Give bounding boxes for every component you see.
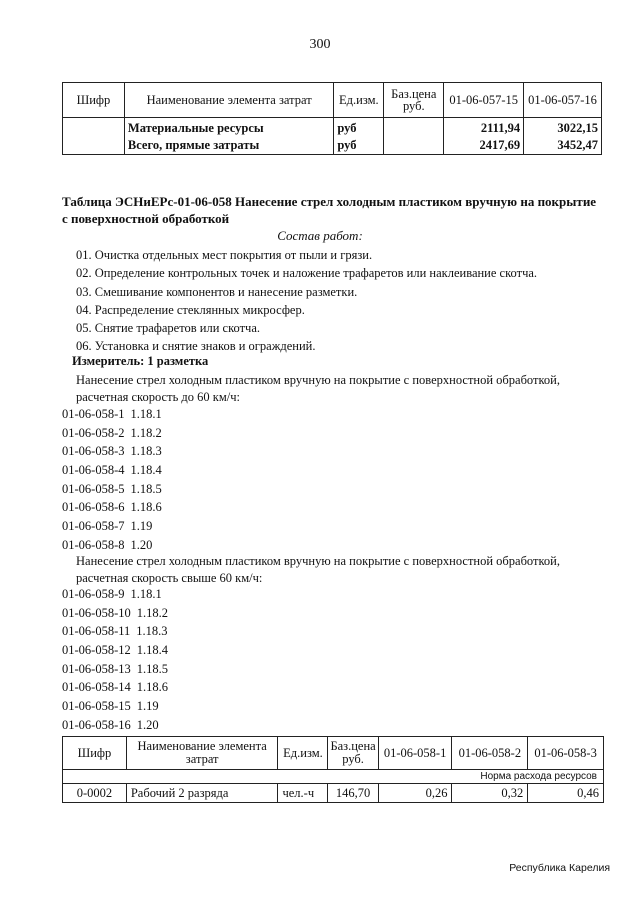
list-item [62,678,168,697]
list-item: 02. Определение контрольных точек и наложение трафаретов или наклеивание скотча. [76,266,538,281]
code: 01-06-058-16 [62,717,131,732]
group2-codes [62,585,168,735]
norm-label: Норма расхода ресурсов [63,770,604,784]
header-cipher: Шифр [63,83,125,118]
header-code-1: 01-06-058-1 [378,737,452,770]
list-item [62,660,168,679]
list-item [62,697,168,716]
sign: 1.20 [136,717,159,732]
code: 01-06-058-8 [62,537,125,552]
row-cipher [63,118,125,138]
table-row [63,118,602,138]
resource-table-header [63,737,604,770]
code: 01-06-058-5 [62,481,125,496]
resource-table [62,736,604,803]
code: 01-06-058-15 [62,699,131,714]
list-item: 06. Установка и снятие знаков и ограждений. [76,339,316,354]
list-item [62,622,168,641]
sign: 1.18.6 [136,680,168,695]
sign: 1.18.1 [130,407,162,421]
code: 01-06-058-3 [62,444,125,459]
list-item: 03. Смешивание компонентов и нанесение разметки. [76,284,358,299]
list-item [62,498,162,517]
sign: 1.20 [130,537,153,552]
list-item [62,517,162,536]
sign: 1.18.3 [136,624,168,639]
header-code-16: 01-06-057-16 [524,83,602,118]
work-heading: Состав работ: [277,228,363,243]
list-item: 04. Распределение стеклянных микросфер. [76,302,305,317]
row-unit: руб [334,118,384,138]
row-value-3: 0,46 [528,784,604,803]
row-value-1: 2417,69 [444,137,524,155]
row-unit: чел.-ч [278,784,328,803]
row-value-1: 2111,94 [444,118,524,138]
row-name: Всего, прямые затраты [124,137,333,155]
list-item [62,405,162,424]
row-name: Материальные ресурсы [124,118,333,138]
code: 01-06-058-4 [62,463,125,478]
list-item [62,716,168,735]
header-code-15: 01-06-057-15 [444,83,524,118]
header-unit: Ед.изм. [334,83,384,118]
header-name: Наименование элемента затрат [126,737,278,770]
code: 01-06-058-11 [62,624,131,639]
work-list [76,246,537,356]
code: 01-06-058-9 [62,587,125,601]
header-name: Наименование элемента затрат [124,83,333,118]
sign: 1.19 [130,519,153,534]
header-code-2: 01-06-058-2 [452,737,528,770]
sign: 1.19 [136,699,159,714]
row-price: 146,70 [328,784,378,803]
row-value-2: 3022,15 [524,118,602,138]
header-base-price: Баз.цена руб. [328,737,378,770]
footer-region: Республика Карелия [509,862,610,874]
row-price [384,118,444,138]
sign: 1.18.6 [130,500,162,515]
sign: 1.18.2 [136,605,168,620]
header-unit: Ед.изм. [278,737,328,770]
sign: 1.18.4 [130,463,162,478]
summary-table [62,82,602,155]
meter-label: Измеритель: 1 разметка [72,354,209,368]
header-base-price: Баз.цена руб. [384,83,444,118]
list-item [62,536,162,555]
row-value-1: 0,26 [378,784,452,803]
table-row [63,137,602,155]
code: 01-06-058-7 [62,519,125,534]
sign: 1.18.5 [130,481,162,496]
code: 01-06-058-13 [62,661,131,676]
list-item [62,641,168,660]
table-title: Таблица ЭСНиЕРс-01-06-058 Нанесение стрел холодным пластиком вручную на покрытие с поверхностной обработкой [62,194,597,226]
row-name: Рабочий 2 разряда [126,784,278,803]
code: 01-06-058-12 [62,643,131,658]
code: 01-06-058-10 [62,605,131,620]
group2-description: Нанесение стрел холодным пластиком вручную на покрытие с поверхностной обработкой, расчетная скорость свыше 60 км/ч: [76,554,560,585]
table-row [63,784,604,803]
list-item: 05. Снятие трафаретов или скотча. [76,321,261,336]
header-cipher: Шифр [63,737,127,770]
sign: 1.18.4 [136,643,168,658]
list-item [62,442,162,461]
sign: 1.18.5 [136,661,168,676]
row-cipher [63,137,125,155]
row-value-2: 0,32 [452,784,528,803]
list-item [62,480,162,499]
sign: 1.18.2 [130,425,162,440]
header-code-3: 01-06-058-3 [528,737,604,770]
group1-codes [62,405,162,555]
sign: 1.18.3 [130,444,162,459]
code: 01-06-058-14 [62,680,131,695]
summary-table-header [63,83,602,118]
page-number: 300 [309,37,331,52]
norm-row [63,770,604,784]
sign: 1.18.1 [130,587,162,601]
row-value-2: 3452,47 [524,137,602,155]
list-item [62,424,162,443]
code: 01-06-058-1 [62,407,125,421]
row-code: 0-0002 [63,784,127,803]
list-item [62,585,168,604]
code: 01-06-058-6 [62,500,125,515]
list-item [62,604,168,623]
row-price [384,137,444,155]
group1-description: Нанесение стрел холодным пластиком вручную на покрытие с поверхностной обработкой, расчетная скорость до 60 км/ч: [76,373,560,404]
list-item [62,461,162,480]
code: 01-06-058-2 [62,425,125,440]
list-item: 01. Очистка отдельных мест покрытия от пыли и грязи. [76,248,373,262]
row-unit: руб [334,137,384,155]
